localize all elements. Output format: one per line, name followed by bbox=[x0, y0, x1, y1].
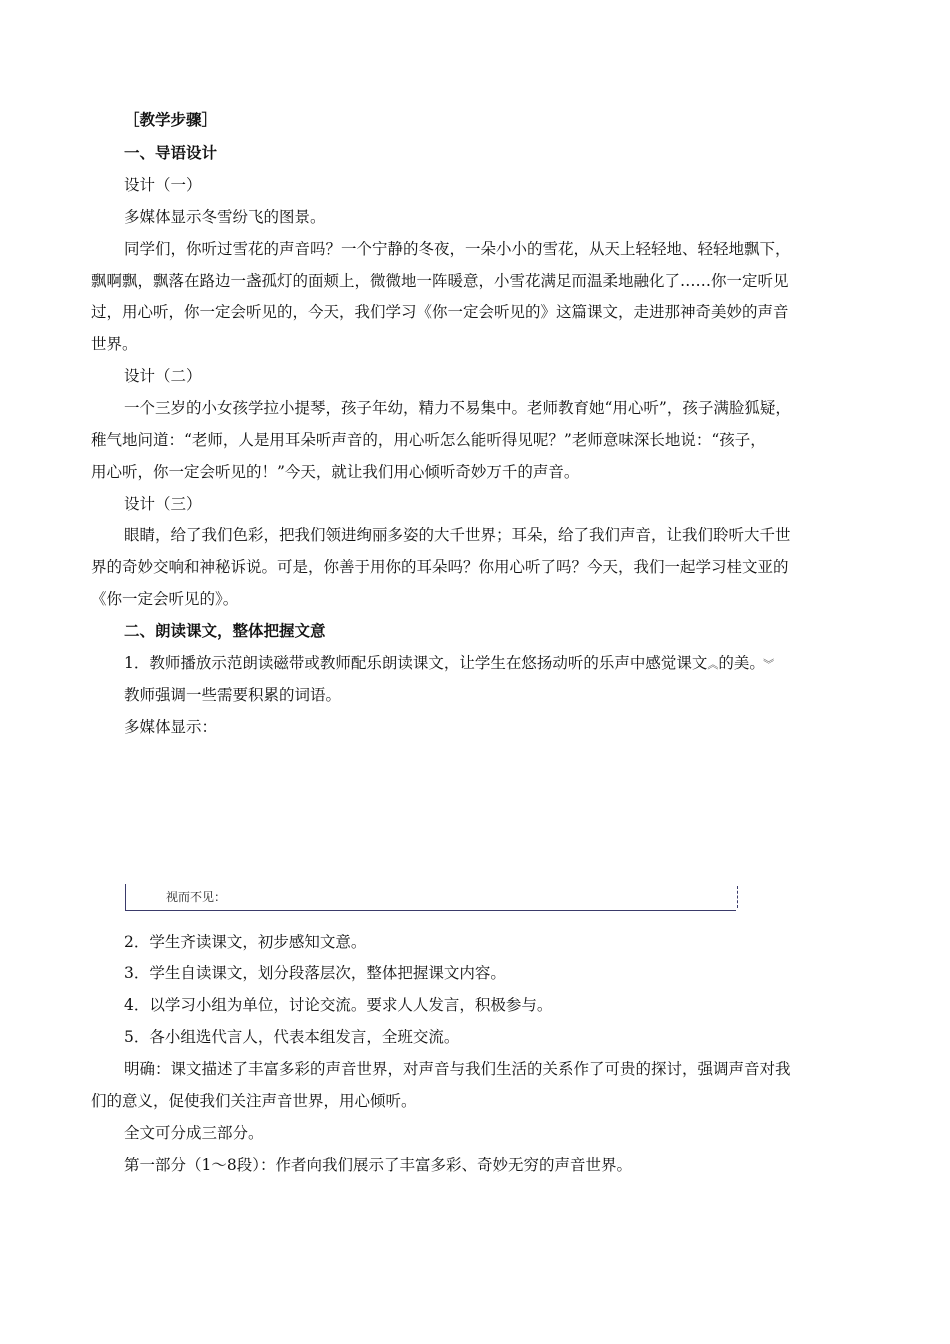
design1-line: 世界。 bbox=[91, 335, 138, 353]
multimedia-box bbox=[125, 884, 736, 911]
design2-line: 用心听，你一定会听见的！”今天，就让我们用心倾听奇妙万千的声音。 bbox=[91, 463, 580, 481]
edit-mark: ︽ bbox=[707, 658, 719, 671]
design1-intro: 多媒体显示冬雪纷飞的图景。 bbox=[124, 208, 326, 226]
section2-item: 4．以学习小组为单位，讨论交流。要求人人发言，积极参与。 bbox=[124, 996, 553, 1014]
part1-line: 第一部分（1～8段）：作者向我们展示了丰富多彩、奇妙无穷的声音世界。 bbox=[124, 1156, 632, 1174]
design3-line: 眼睛，给了我们色彩，把我们领进绚丽多姿的大千世界；耳朵，给了我们声音，让我们聆听大千世 bbox=[124, 526, 791, 544]
box-label: 视而不见： bbox=[166, 890, 227, 904]
section2-note2: 多媒体显示： bbox=[124, 718, 218, 736]
design2-line: 一个三岁的小女孩学拉小提琴，孩子年幼，精力不易集中。老师教育她“用心听”，孩子满脸狐疑， bbox=[124, 399, 791, 417]
box-right-edge bbox=[737, 886, 738, 908]
design1-line: 过，用心听，你一定会听见的，今天，我们学习《你一定会听见的》这篇课文，走进那神奇美妙的声音 bbox=[91, 303, 789, 321]
section1-title: 一、导语设计 bbox=[124, 144, 218, 162]
section2-item1 bbox=[124, 653, 894, 675]
section2-note1: 教师强调一些需要积累的词语。 bbox=[124, 686, 342, 704]
design1-label: 设计（一） bbox=[124, 176, 202, 194]
design3-label: 设计（三） bbox=[124, 495, 202, 513]
section2-item: 3．学生自读课文，划分段落层次，整体把握课文内容。 bbox=[124, 964, 506, 982]
item1-end: 的美。 bbox=[718, 654, 758, 672]
edit-mark: ︾ bbox=[763, 658, 775, 671]
clarify-line: 们的意义，促使我们关注声音世界，用心倾听。 bbox=[91, 1092, 417, 1110]
design3-line: 《你一定会听见的》。 bbox=[91, 590, 239, 608]
steps-heading: ［教学步骤］ bbox=[124, 111, 218, 129]
parts-line: 全文可分成三部分。 bbox=[124, 1124, 264, 1142]
item1-text: 1．教师播放示范朗读磁带或教师配乐朗读课文，让学生在悠扬动听的乐声中感觉课文 bbox=[124, 654, 708, 672]
clarify-line: 明确：课文描述了丰富多彩的声音世界，对声音与我们生活的关系作了可贵的探讨，强调声音对我 bbox=[124, 1060, 791, 1078]
section2-item: 2．学生齐读课文，初步感知文意。 bbox=[124, 933, 367, 951]
section2-item: 5．各小组选代言人，代表本组发言，全班交流。 bbox=[124, 1028, 460, 1046]
design1-line: 同学们，你听过雪花的声音吗？一个宁静的冬夜，一朵小小的雪花，从天上轻轻地、轻轻地飘下， bbox=[124, 240, 791, 258]
design1-line: 飘啊飘，飘落在路边一盏孤灯的面颊上，微微地一阵暖意，小雪花满足而温柔地融化了……你一定听见 bbox=[91, 272, 789, 290]
design3-line: 界的奇妙交响和神秘诉说。可是，你善于用你的耳朵吗？你用心听了吗？今天，我们一起学习桂文亚的 bbox=[91, 558, 789, 576]
section2-title: 二、朗读课文，整体把握文意 bbox=[124, 622, 326, 640]
design2-line: 稚气地问道：“老师，人是用耳朵听声音的，用心听怎么能听得见呢？”老师意味深长地说：“孩子， bbox=[91, 431, 766, 449]
design2-label: 设计（二） bbox=[124, 367, 202, 385]
